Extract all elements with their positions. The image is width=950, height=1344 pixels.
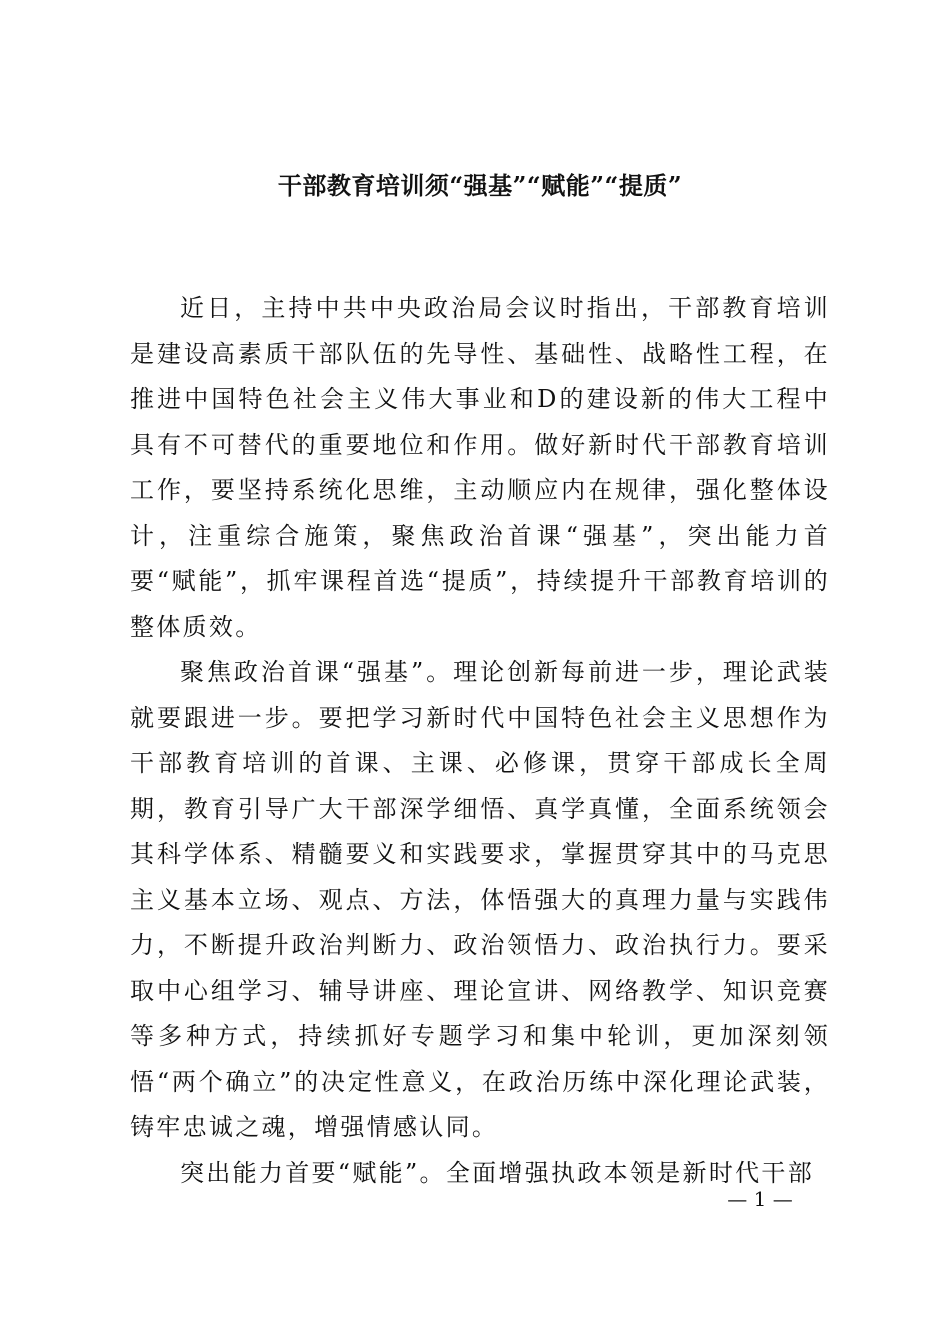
document-title: 干部教育培训须“强基”“赋能”“提质” [277, 171, 683, 200]
page-number: — 1 — [727, 1187, 793, 1211]
paragraph-political-foundation: 聚焦政治首课“强基”。理论创新每前进一步，理论武装就要跟进一步。要把学习新时代中国特色社会主义思想作为干部教育培训的首课、主课、必修课，贯穿干部成长全周期，教育引导广大干部深学细悟、真学真懂，全面系统领会其科学体系、精髓要义和实践要求，掌握贯穿其中的马克思主义基本立场、观点、方法，体悟强大的真理力量与实践伟力，不断提升政治判断力、政治领悟力、政治执行力。要采取中心组学习、辅导讲座、理论宣讲、网络教学、知识竞赛等多种方式，持续抓好专题学习和集中轮训，更加深刻领悟“两个确立”的决定性意义，在政治历练中深化理论武装，铸牢忠诚之魂，增强情感认同。 [130, 658, 830, 1141]
paragraph-capability-empowerment: 突出能力首要“赋能”。全面增强执政本领是新时代干部 [180, 1158, 815, 1187]
paragraph-intro: 近日，主持中共中央政治局会议时指出，干部教育培训是建设高素质干部队伍的先导性、基础性、战略性工程，在推进中国特色社会主义伟大事业和D的建设新的伟大工程中具有不可替代的重要地位和作用。做好新时代干部教育培训工作，要坚持系统化思维，主动顺应内在规律，强化整体设计，注重综合施策，聚焦政治首课“强基”，突出能力首要“赋能”，抓牢课程首选“提质”，持续提升干部教育培训的整体质效。 [130, 294, 830, 641]
document-body [130, 286, 830, 1196]
